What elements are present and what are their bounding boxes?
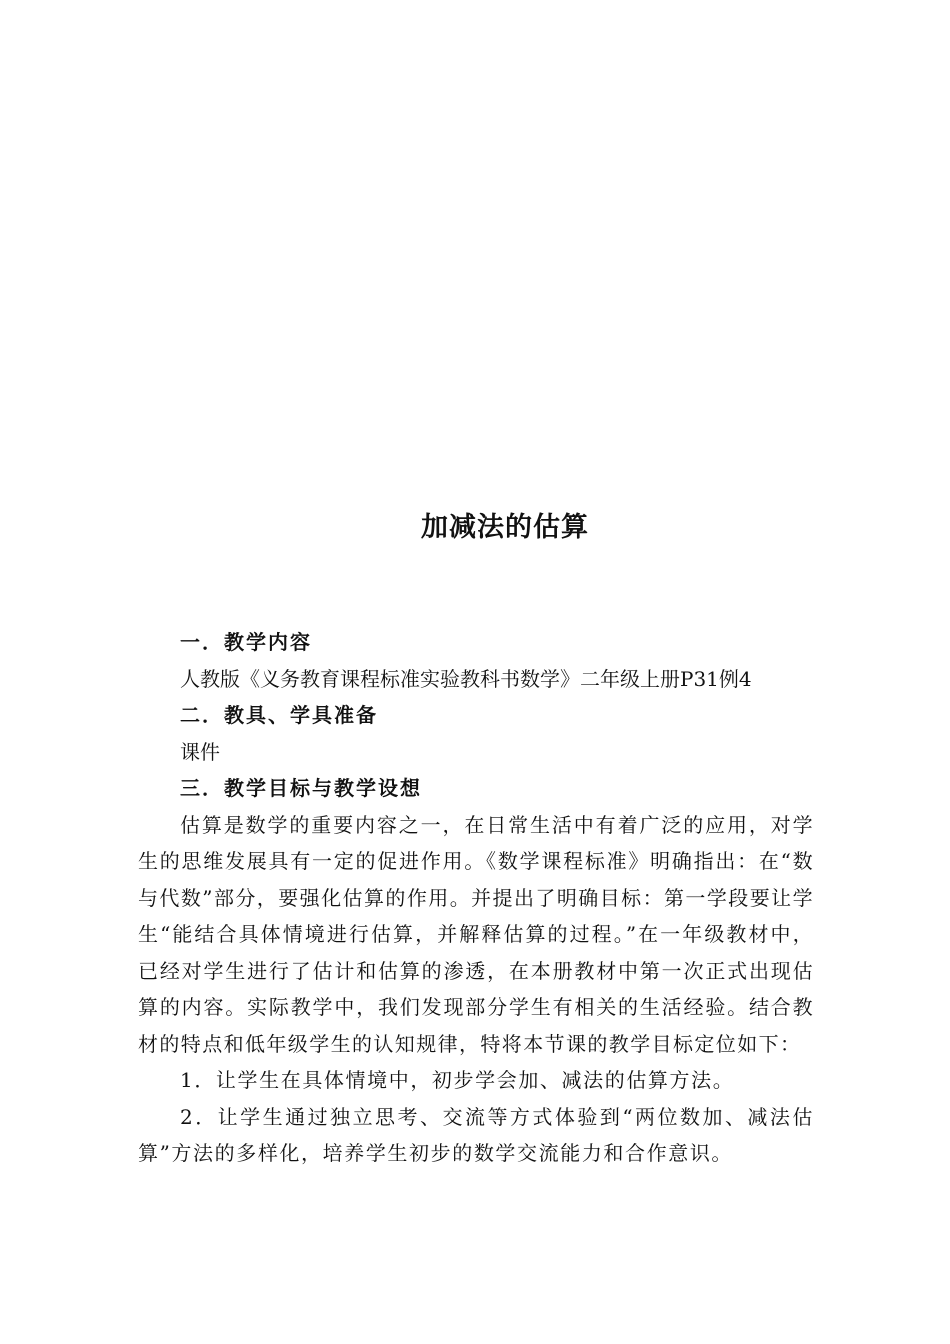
- objective-item-2: 2．让学生通过独立思考、交流等方式体验到“两位数加、减法估算”方法的多样化，培养学生初步的数学交流能力和合作意识。: [138, 1104, 814, 1165]
- objective-item-1: 1．让学生在具体情境中，初步学会加、减法的估算方法。: [180, 1068, 735, 1092]
- section-heading-materials: 二．教具、学具准备: [180, 703, 378, 727]
- document-title: 加减法的估算: [421, 512, 589, 543]
- section-paragraph-objectives: 估算是数学的重要内容之一，在日常生活中有着广泛的应用，对学生的思维发展具有一定的促进作用。《数学课程标准》明确指出：在“数与代数”部分，要强化估算的作用。并提出了明确目标：第一学段要让学生“能结合具体情境进行估算，并解释估算的过程。”在一年级教材中，已经对学生进行了估计和估算的渗透，在本册教材中第一次正式出现估算的内容。实际教学中，我们发现部分学生有相关的生活经验。结合教材的特点和低年级学生的认知规律，特将本节课的教学目标定位如下：: [138, 812, 814, 1056]
- section-text-content: 人教版《义务教育课程标准实验教科书数学》二年级上册P31例4: [180, 666, 752, 691]
- section-text-materials: 课件: [180, 739, 220, 764]
- document-body: [138, 624, 814, 1172]
- section-heading-objectives: 三．教学目标与教学设想: [180, 776, 422, 800]
- section-heading-content: 一．教学内容: [180, 630, 312, 654]
